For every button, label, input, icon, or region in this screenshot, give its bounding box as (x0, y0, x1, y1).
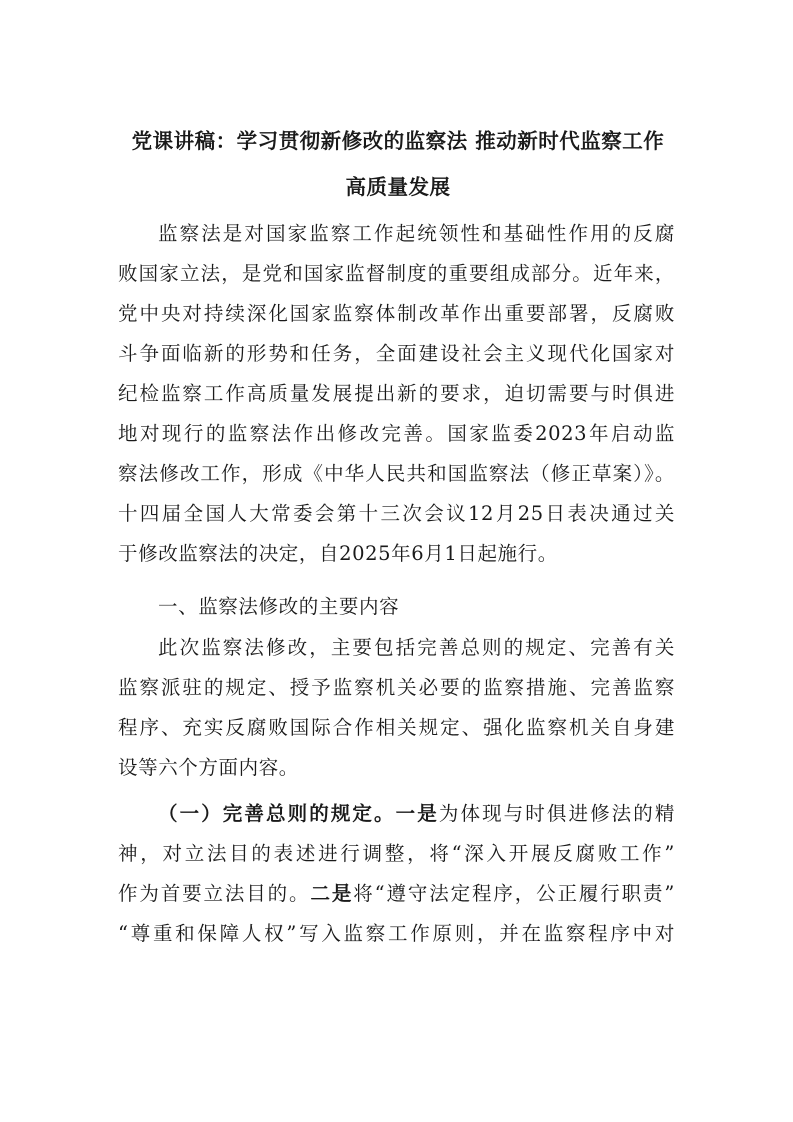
paragraph-line: 于修改监察法的决定，自2025年6月1日起施行。 (118, 542, 558, 565)
paragraph-line (158, 802, 675, 826)
paragraph-line: 斗争面临新的形势和任务，全面建设社会主义现代化国家对 (118, 342, 675, 365)
paragraph-line: 神，对立法目的表述进行调整，将“深入开展反腐败工作” (118, 842, 675, 865)
subsection-heading: （一）完善总则的规定。 (158, 802, 396, 825)
document-title-line-2: 高质量发展 (345, 175, 451, 199)
paragraph-line: 纪检监察工作高质量发展提出新的要求，迫切需要与时俱进 (118, 382, 675, 405)
paragraph-line: 察法修改工作，形成《中华人民共和国监察法（修正草案）》。 (118, 462, 675, 485)
paragraph-line: 党中央对持续深化国家监察体制改革作出重要部署，反腐败 (118, 302, 675, 325)
paragraph-line: 监察法是对国家监察工作起统领性和基础性作用的反腐 (158, 222, 675, 245)
paragraph-line: “尊重和保障人权”写入监察工作原则，并在监察程序中对 (118, 922, 675, 945)
text-run: 将“遵守法定程序，公正履行职责” (353, 882, 675, 905)
point-label: 一是 (395, 802, 439, 825)
paragraph-line: 此次监察法修改，主要包括完善总则的规定、完善有关 (158, 636, 675, 659)
section-heading: 一、监察法修改的主要内容 (158, 595, 400, 618)
text-run: 作为首要立法目的。 (118, 882, 311, 905)
paragraph-line: 地对现行的监察法作出修改完善。国家监委2023年启动监 (118, 422, 675, 445)
text-run: 为体现与时俱进修法的精 (438, 802, 675, 825)
document-title-line-1: 党课讲稿：学习贯彻新修改的监察法 推动新时代监察工作 (131, 129, 665, 153)
paragraph-line: 十四届全国人大常委会第十三次会议12月25日表决通过关 (118, 502, 675, 525)
paragraph-line: 败国家立法，是党和国家监督制度的重要组成部分。近年来， (118, 262, 675, 285)
point-label: 二是 (310, 882, 354, 905)
paragraph-line (118, 882, 675, 906)
paragraph-line: 设等六个方面内容。 (118, 756, 299, 779)
paragraph-line: 监察派驻的规定、授予监察机关必要的监察措施、完善监察 (118, 676, 675, 699)
paragraph-line: 程序、充实反腐败国际合作相关规定、强化监察机关自身建 (118, 716, 675, 739)
